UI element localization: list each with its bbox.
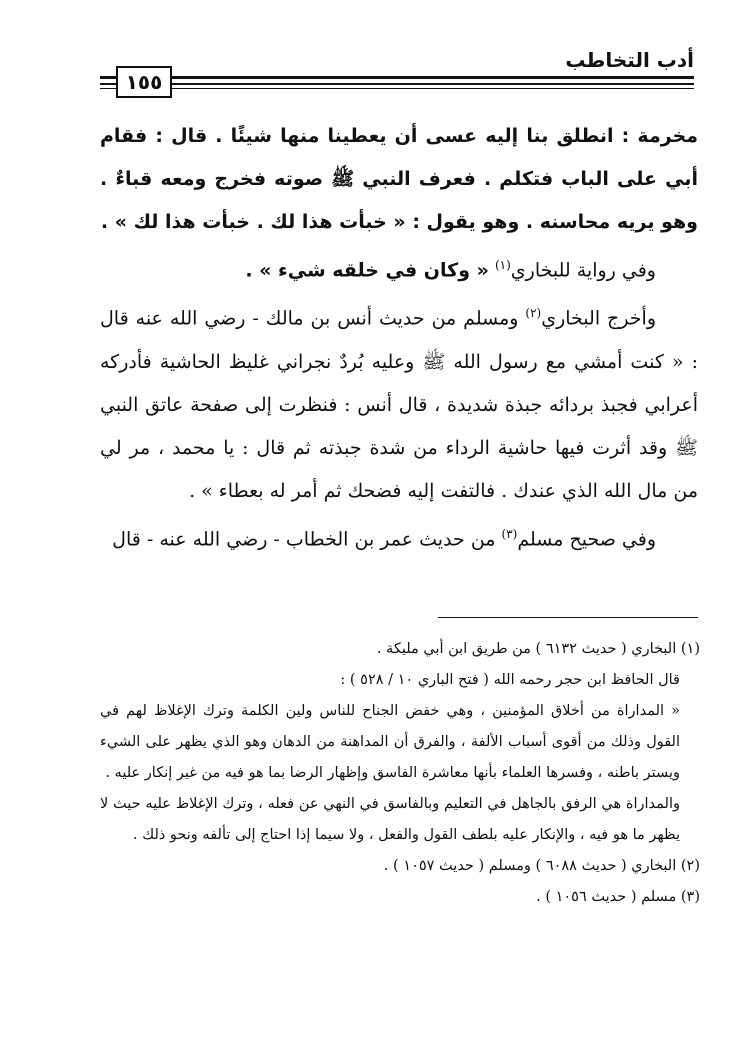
book-title: أدب التخاطب [565, 48, 694, 72]
footnote-ref-1: (١) [494, 258, 511, 272]
header-rule [100, 76, 694, 79]
paragraph-2-quote: « وكان في خلقه شيء » . [245, 259, 489, 282]
page-number: ١٥٥ [116, 66, 172, 98]
paragraph-4 [100, 513, 698, 561]
paragraph-1: مخرمة : انطلق بنا إليه عسى أن يعطينا منها شيئًا . قال : فقام أبي على الباب فتكلم . فعرف النبي ﷺ صوته فخرج ومعه قباءٌ . وهو يريه محاسنه . وهو يقول : « خبأت هذا لك . خبأت هذا لك » . [100, 125, 698, 233]
paragraph-3 [100, 292, 698, 512]
footnote-ref-2: (٢) [525, 306, 542, 321]
header-rule-thin-2 [100, 88, 694, 89]
paragraph-2-intro: وفي رواية للبخاري [510, 259, 656, 282]
footnote-1-quote-2: والمداراة هي الرفق بالجاهل في التعليم وبالفاسق في النهي عن فعله ، وترك الإغلاظ عليه حيث لا يظهر ما هو فيه ، والإنكار عليه بلطف القول والفعل ، ولا سيما إذا احتاج إلى تألفه ونحو ذلك . [100, 796, 680, 843]
header-rule-thin [100, 83, 694, 85]
footnote-1-quote-1: « المداراة من أخلاق المؤمنين ، وهي خفض الجناح للناس ولين الكلمة وترك الإغلاظ لهم في القول وذلك من أقوى أسباب الألفة ، والفرق أن المداهنة من الدهان وهو الذي يظهر على الشيء ويستر باطنه ، وفسرها العلماء بأنها معاشرة الفاسق وإظهار الرضا بما هو فيه من غير إنكار عليه . [100, 703, 680, 781]
paragraph-2 [100, 244, 698, 292]
main-text [100, 115, 698, 561]
footnote-ref-3: (٣) [501, 526, 518, 541]
footnote-1-quote-intro: قال الحافظ ابن حجر رحمه الله ( فتح الباري ١٠ / ٥٢٨ ) : [340, 672, 680, 688]
footnote-3: (٣) مسلم ( حديث ١٠٥٦ ) . [536, 889, 700, 905]
footnote-separator [438, 617, 698, 618]
paragraph-3-intro: وأخرج البخاري [541, 307, 657, 330]
footnotes [100, 634, 700, 913]
paragraph-4-intro: وفي صحيح مسلم [517, 527, 656, 550]
footnote-2: (٢) البخاري ( حديث ٦٠٨٨ ) ومسلم ( حديث ١٠٥٧ ) . [383, 858, 700, 874]
page-header [100, 46, 694, 98]
footnote-1: (١) البخاري ( حديث ٦١٣٢ ) من طريق ابن أبي مليكة . [376, 641, 700, 657]
paragraph-3-text: ومسلم من حديث أنس بن مالك - رضي الله عنه قال : « كنت أمشي مع رسول الله ﷺ وعليه بُردٌ نجراني غليظ الحاشية فأدركه أعرابي فجبذ بردائه جبذة شديدة ، قال أنس : فنظرت إلى صفحة عاتق النبي ﷺ وقد أثرت فيها حاشية الرداء من شدة جبذته ثم قال : يا محمد ، مر لي من مال الله الذي عندك . فالتفت إليه فضحك ثم أمر له بعطاء » . [100, 307, 698, 502]
paragraph-4-text: من حديث عمر بن الخطاب - رضي الله عنه - قال [112, 527, 502, 550]
